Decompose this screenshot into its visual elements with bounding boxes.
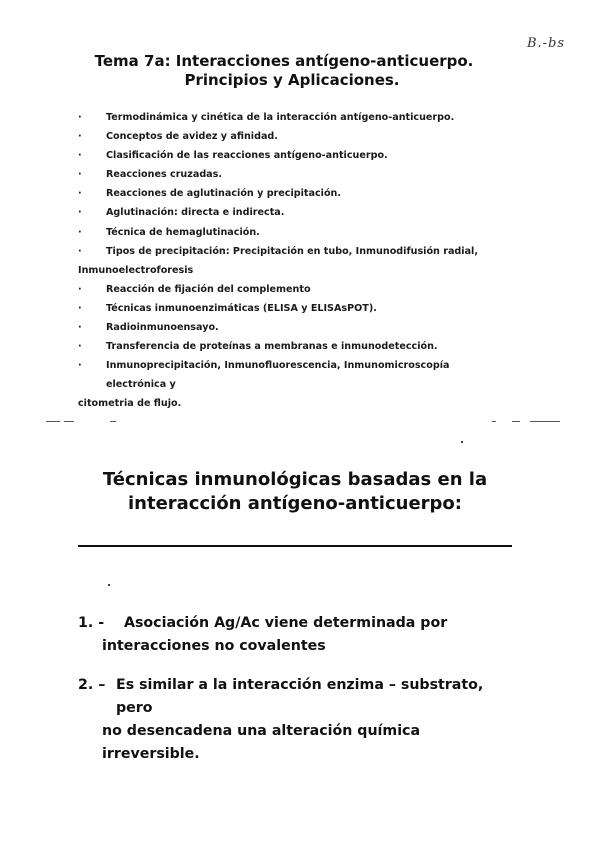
page-title: [0, 52, 604, 90]
list-item-text: Clasificación de las reacciones antígeno-anticuerpo.: [106, 150, 388, 162]
list-item-text: Conceptos de avidez y afinidad.: [106, 131, 278, 143]
point-number: 2. –: [78, 677, 106, 693]
scan-speck: [108, 584, 110, 586]
list-item: [78, 299, 498, 318]
numbered-point: [78, 612, 518, 658]
point-line-2: no desencadena una alteración química irreversible.: [102, 723, 421, 762]
bullet-icon: ·: [78, 341, 82, 353]
list-item-text: Termodinámica y cinética de la interacción antígeno-anticuerpo.: [106, 112, 455, 123]
numbered-point: [78, 674, 518, 766]
list-item: [78, 242, 498, 280]
bullet-icon: ·: [78, 169, 82, 181]
list-item-text: Inmunoprecipitación, Inmunofluorescencia, Inmunomicroscopía electrónica y: [106, 360, 450, 391]
list-item: [78, 184, 498, 203]
bullet-icon: ·: [78, 245, 82, 257]
section-title: [0, 468, 604, 516]
list-item: [78, 223, 498, 242]
list-item-continuation: citometria de flujo.: [78, 398, 182, 410]
list-item-text: Reacciones de aglutinación y precipitación.: [106, 188, 342, 200]
section-title-line-1: Técnicas inmunológicas basadas en la: [102, 469, 488, 490]
list-item-text: Aglutinación: directa e indirecta.: [106, 207, 285, 219]
bullet-icon: ·: [78, 150, 82, 162]
point-line-2: interacciones no covalentes: [102, 638, 326, 654]
scan-mark: [492, 421, 496, 422]
title-line-2: Principios y Aplicaciones.: [184, 71, 400, 89]
list-item-text: Radioinmunoensayo.: [106, 322, 219, 334]
bullet-icon: ·: [78, 131, 82, 143]
bullet-icon: ·: [78, 322, 82, 334]
bullet-icon: ·: [78, 226, 82, 238]
list-item: [78, 146, 498, 165]
scan-mark: [64, 421, 74, 422]
divider: [78, 545, 512, 547]
bullet-icon: ·: [78, 207, 82, 219]
list-item: [78, 108, 498, 127]
numbered-points: [78, 612, 518, 782]
list-item: [78, 127, 498, 146]
list-item-continuation: Inmunoelectroforesis: [78, 264, 194, 276]
point-line-1: Es similar a la interacción enzima – substrato, pero: [116, 677, 484, 716]
list-item: [78, 280, 498, 299]
bullet-icon: ·: [78, 112, 82, 123]
list-item-text: Reacciones cruzadas.: [106, 169, 223, 181]
list-item-text: Tipos de precipitación: Precipitación en tubo, Inmunodifusión radial,: [106, 245, 478, 257]
topic-list: [78, 108, 498, 414]
scan-mark: [110, 421, 116, 422]
bullet-icon: ·: [78, 360, 82, 372]
list-item: [78, 203, 498, 222]
list-item-text: Transferencia de proteínas a membranas e inmunodetección.: [106, 341, 438, 353]
section-title-line-2: interacción antígeno-anticuerpo:: [127, 493, 462, 514]
bullet-icon: ·: [78, 283, 82, 295]
point-number: 1. -: [78, 615, 105, 631]
scan-speck: [461, 441, 463, 443]
bullet-icon: ·: [78, 302, 82, 314]
list-item: [78, 337, 498, 356]
list-item-text: Técnicas inmunoenzimáticas (ELISA y ELISAsPOT).: [106, 302, 377, 314]
list-item-text: Técnica de hemaglutinación.: [106, 226, 260, 238]
title-line-1: Tema 7a: Interacciones antígeno-anticuerpo.: [94, 52, 474, 70]
bullet-icon: ·: [78, 188, 82, 200]
list-item: [78, 356, 498, 413]
list-item: [78, 318, 498, 337]
list-item-text: Reacción de fijación del complemento: [106, 283, 311, 295]
scan-artifact-line: [0, 419, 604, 425]
point-line-1: Asociación Ag/Ac viene determinada por: [124, 615, 448, 631]
handwritten-signature: B.-bs: [527, 36, 566, 51]
scan-mark: [46, 421, 60, 422]
list-item: [78, 165, 498, 184]
scan-mark: [530, 421, 560, 422]
scan-mark: [512, 421, 520, 422]
